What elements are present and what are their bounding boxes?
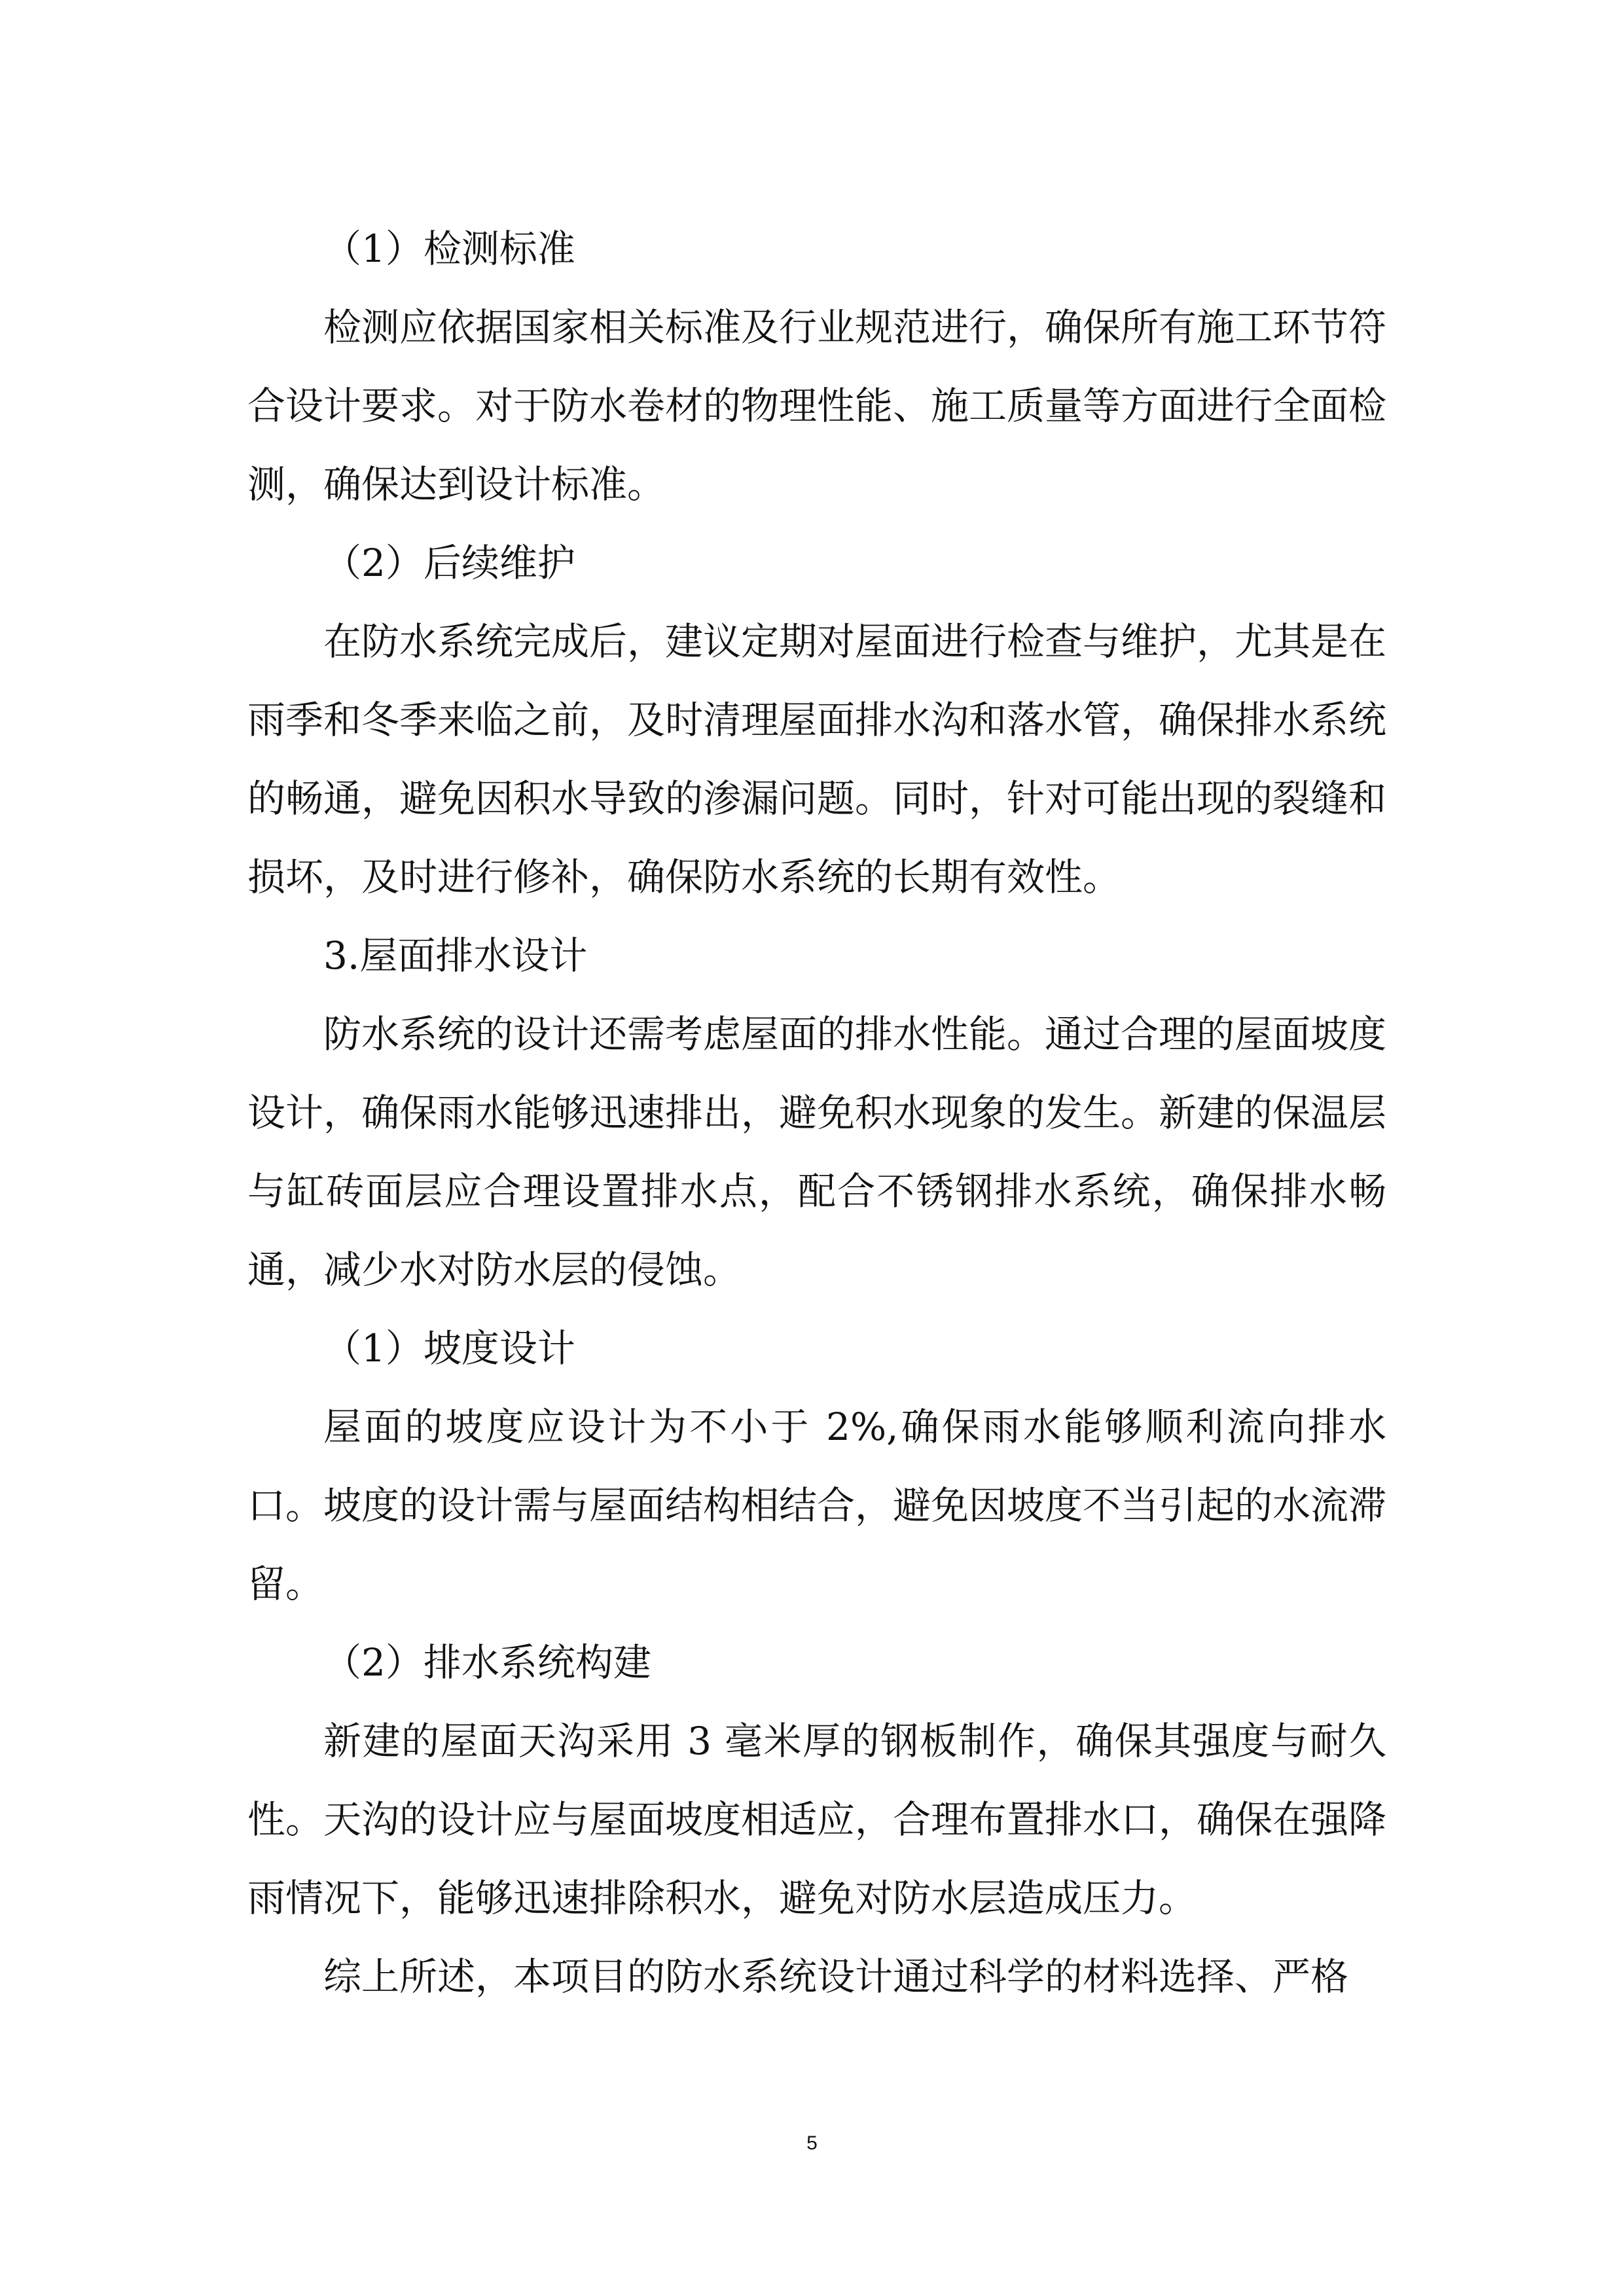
paragraph-drainage-system: 新建的屋面天沟采用 3 毫米厚的钢板制作，确保其强度与耐久性。天沟的设计应与屋面坡度相适应，合理布置排水口，确保在强降雨情况下，能够迅速排除积水，避免对防水层造成压力。 [247, 1719, 1387, 1920]
heading-inspection-standard: （1）检测标准 [323, 226, 575, 271]
heading-roof-drainage-design: 3.屋面排水设计 [323, 933, 588, 978]
page-number: 5 [806, 2132, 818, 2154]
paragraph-summary: 综上所述，本项目的防水系统设计通过科学的材料选择、严格 [323, 1954, 1349, 1999]
heading-drainage-system: （2）排水系统构建 [323, 1640, 651, 1685]
paragraph-slope-design: 屋面的坡度应设计为不小于 2%,确保雨水能够顺利流向排水口。坡度的设计需与屋面结构相结合，避免因坡度不当引起的水流滞留。 [247, 1405, 1387, 1606]
document-body [247, 209, 1386, 2016]
paragraph-roof-drainage-design: 防水系统的设计还需考虑屋面的排水性能。通过合理的屋面坡度设计，确保雨水能够迅速排出，避免积水现象的发生。新建的保温层与缸砖面层应合理设置排水点，配合不锈钢排水系统，确保排水畅通，减少水对防水层的侵蚀。 [247, 1012, 1387, 1292]
paragraph-inspection-standard: 检测应依据国家相关标准及行业规范进行，确保所有施工环节符合设计要求。对于防水卷材的物理性能、施工质量等方面进行全面检测，确保达到设计标准。 [247, 305, 1387, 507]
heading-slope-design: （1）坡度设计 [323, 1326, 575, 1371]
paragraph-follow-up-maintenance: 在防水系统完成后，建议定期对屋面进行检查与维护，尤其是在雨季和冬季来临之前，及时清理屋面排水沟和落水管，确保排水系统的畅通，避免因积水导致的渗漏问题。同时，针对可能出现的裂缝和损坏，及时进行修补，确保防水系统的长期有效性。 [247, 619, 1387, 899]
heading-follow-up-maintenance: （2）后续维护 [323, 541, 575, 585]
